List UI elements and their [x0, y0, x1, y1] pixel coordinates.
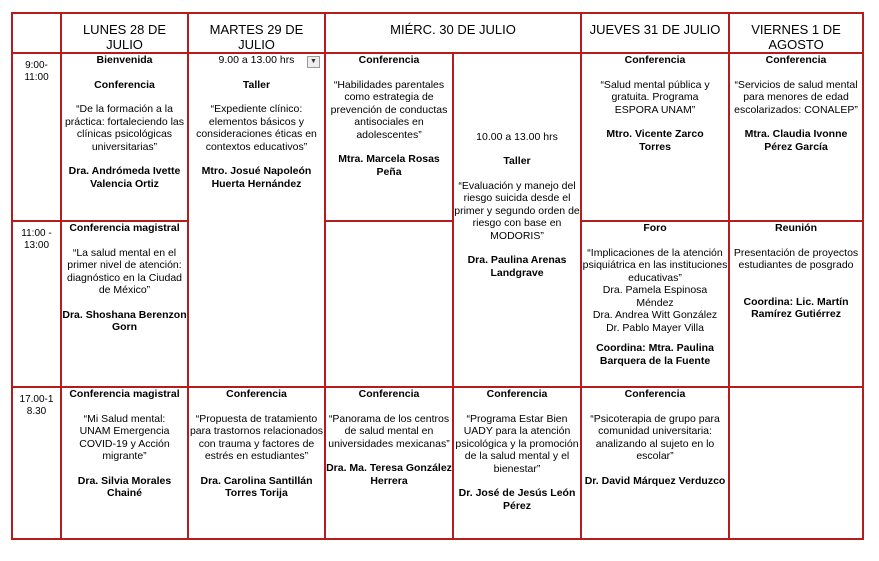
session-speaker: Dra. Shoshana Berenzon Gorn [62, 308, 187, 333]
session-type: Conferencia [765, 54, 827, 66]
session-title: “La salud mental en el primer nivel de atención: diagnóstico en la Ciudad de México” [67, 246, 182, 296]
time-slot-1: 9:00- 11:00 [12, 53, 61, 221]
session-type: Taller [503, 155, 531, 168]
lunes-slot-2 [61, 221, 188, 387]
session-speaker: Mtra. Marcela Rosas Peña [338, 153, 440, 178]
header-miercoles: MIÉRC. 30 DE JULIO [325, 13, 581, 53]
miercoles-a-slot-3 [325, 387, 453, 539]
session-speaker: Dr. David Márquez Verduzco [584, 474, 726, 487]
session-speaker: Dra. Ma. Teresa González Herrera [326, 462, 452, 487]
session-title: Presentación de proyectos estudiantes de posgrado [733, 246, 859, 271]
session-speaker: Dra. Andrómeda Ivette Valencia Ortiz [68, 165, 181, 190]
session-type: Conferencia [624, 388, 686, 400]
session-title: “Programa Estar Bien UADY para la atención psicológica y la promoción de la salud mental y el bienestar” [455, 412, 579, 475]
viernes-slot-2 [729, 221, 863, 387]
corner-cell [12, 13, 61, 53]
session-title: “Mi Salud mental: UNAM Emergencia COVID-19 y Acción migrante” [79, 412, 170, 462]
session-type: Conferencia [486, 388, 548, 400]
session-speaker: Dra. Silvia Morales Chainé [77, 474, 172, 499]
session-title: “Propuesta de tratamiento para trastornos relacionados con trauma y factores de estrés en estudiantes” [189, 412, 324, 462]
time-slot-3: 17.00-1 8.30 [12, 387, 61, 539]
session-title: “Evaluación y manejo del riesgo suicida desde el primer y segundo orden de riesgo con base en MODORIS” [454, 179, 580, 242]
session-speaker: Dra. Carolina Santillán Torres Torija [200, 474, 313, 499]
coordinator: Coordina: Mtra. Paulina Barquera de la Fuente [596, 342, 714, 367]
session-title: “Salud mental pública y gratuita. Programa ESPORA UNAM” [600, 78, 710, 116]
time-slot-2: 11:00 - 13:00 [12, 221, 61, 387]
session-type: Conferencia [358, 388, 420, 400]
header-jueves: JUEVES 31 DE JULIO [581, 13, 729, 53]
session-type: Conferencia [624, 54, 686, 66]
viernes-slot-3 [729, 387, 863, 539]
miercoles-a-slot-1 [325, 53, 453, 221]
header-lunes: LUNES 28 DE JULIO [61, 13, 188, 53]
session-type: Reunión [775, 222, 818, 234]
header-martes: MARTES 29 DE JULIO [188, 13, 325, 53]
panelist: Dr. Pablo Mayer Villa [606, 321, 704, 334]
session-title: “Panorama de los centros de salud mental en universidades mexicanas” [328, 412, 450, 450]
session-type: Conferencia [94, 78, 155, 91]
session-speaker: Dr. José de Jesús León Pérez [458, 487, 576, 512]
session-speaker: Mtro. Vicente Zarco Torres [606, 128, 704, 153]
panelist: Dra. Pamela Espinosa Méndez [602, 284, 708, 309]
jueves-slot-3 [581, 387, 729, 539]
martes-taller [188, 53, 325, 387]
schedule-table [11, 12, 864, 540]
session-type: Conferencia [358, 54, 420, 66]
session-type: Conferencia [226, 388, 287, 400]
session-time: 9.00 a 13.00 hrs [218, 54, 295, 66]
miercoles-b-taller [453, 53, 581, 387]
header-viernes: VIERNES 1 DE AGOSTO [729, 13, 863, 53]
lunes-slot-3 [61, 387, 188, 539]
session-title: “Servicios de salud mental para menores de edad escolarizados: CONALEP” [734, 78, 858, 116]
session-type: Conferencia magistral [69, 222, 180, 234]
jueves-slot-1 [581, 53, 729, 221]
session-speaker: Mtra. Claudia Ivonne Pérez García [744, 128, 848, 153]
martes-slot-3 [188, 387, 325, 539]
miercoles-b-slot-3 [453, 387, 581, 539]
welcome-label: Bienvenida [96, 54, 153, 66]
session-title: “Habilidades parentales como estrategia de prevención de conductas antisociales en adolescentes” [330, 78, 448, 141]
session-title: “De la formación a la práctica: fortaleciendo las clínicas psicológicas universitarias” [64, 103, 185, 153]
lunes-slot-1 [61, 53, 188, 221]
miercoles-a-slot-2 [325, 221, 453, 387]
session-speaker: Mtro. Josué Napoleón Huerta Hernández [201, 165, 312, 190]
session-time: 10.00 a 13.00 hrs [476, 130, 558, 143]
coordinator: Coordina: Lic. Martín Ramírez Gutiérrez [743, 295, 849, 320]
session-speaker: Dra. Paulina Arenas Landgrave [467, 254, 567, 279]
jueves-slot-2 [581, 221, 729, 387]
session-title: “Implicaciones de la atención psiquiátrica en las instituciones educativas” [582, 246, 728, 284]
panelist: Dra. Andrea Witt González [592, 309, 718, 321]
dropdown-arrow-icon[interactable]: ▼ [307, 56, 320, 68]
session-type: Taller [242, 78, 271, 91]
session-title: “Expediente clínico: elementos básicos y consideraciones éticas en contextos educativos” [196, 103, 317, 153]
session-type: Foro [643, 222, 667, 234]
session-type: Conferencia magistral [69, 388, 180, 400]
session-title: “Psicoterapia de grupo para comunidad universitaria: analizando al sujeto en lo escolar” [590, 412, 720, 462]
viernes-slot-1 [729, 53, 863, 221]
